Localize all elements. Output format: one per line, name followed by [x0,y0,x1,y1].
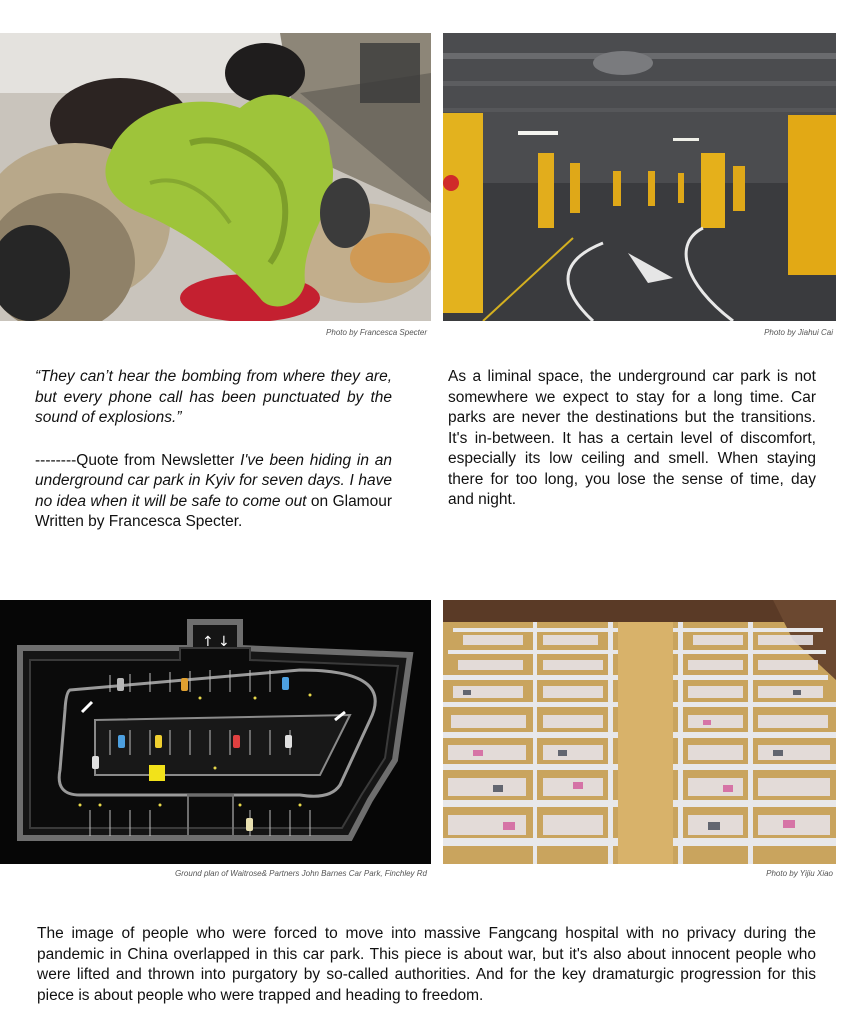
quote-source-suffix: on Glamour Written by Francesca Specter. [35,492,392,530]
caption-bottom-left: Ground plan of Waitrose& Partners John Barnes Car Park, Finchley Rd [175,869,427,878]
car-park-ground-plan [0,600,431,864]
caption-top-right: Photo by Jiahui Cai [764,328,833,337]
liminal-space-paragraph: As a liminal space, the underground car park is not somewhere we expect to stay for a long time. Car parks are never the destinations but the transitions. It's in-between. It has a certain level of discomfort, especially its low ceiling and smell. When staying there for too long, you lose the sense of time, day and night. [448,368,816,508]
quote-source-title: I've been hiding in an underground car park in Kyiv for seven days. I have no idea when it will be safe to come out [35,451,392,510]
quote-source [35,451,392,533]
newsletter-quote: “They can’t hear the bombing from where they are, but every phone call has been punctuated by the sound of explosions.” [35,368,392,426]
caption-bottom-right: Photo by Yijiu Xiao [766,869,833,878]
quote-block [35,367,392,533]
photo-sleeping-person [0,33,431,321]
svg-text:↑: ↑ [202,634,214,650]
caption-top-left: Photo by Francesca Specter [326,328,427,337]
quote-source-prefix: --------Quote from Newsletter [35,451,241,469]
photo-fangcang-hospital [443,600,836,864]
svg-text:↓: ↓ [218,634,230,650]
photo-underground-car-park [443,33,836,321]
closing-paragraph: The image of people who were forced to move into massive Fangcang hospital with no privacy during the pandemic in China overlapped in this car park. This piece is about war, but it's also about innocent people who were lifted and thrown into purgatory by so-called authorities. And for the key dramaturgic progression for this piece is about people who were trapped and heading to freedom. [37,925,816,1004]
